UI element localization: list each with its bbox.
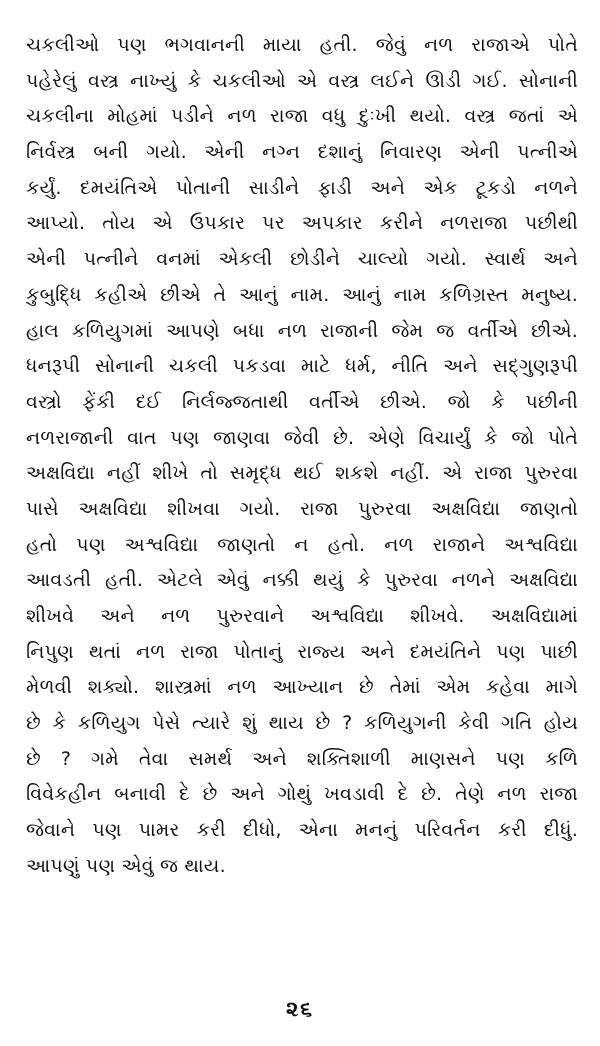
text-line: શીખવે અને નળ પુરુરવાને અશ્વવિદ્યા શીખવે. અક્ષવિદ્યામાં: [26, 605, 578, 627]
text-line: હાલ કળિયુગમાં આપણે બધા નળ રાજાની જેમ જ વર્તીએ છીએ.: [26, 319, 578, 342]
text-line: નિપુણ થતાં નળ રાજા પોતાનું રાજ્ય અને દમયંતિને પણ પાછી: [26, 640, 578, 663]
text-line: પાસે અક્ષવિદ્યા શીખવા ગયો. રાજા પુરુરવા અક્ષવિદ્યા જાણતો: [26, 497, 578, 520]
body-text: [26, 28, 578, 885]
text-line: આવડતી હતી. એટલે એવું નક્કી થયું કે પુરુરવા નળને અક્ષવિદ્યા: [26, 569, 578, 592]
text-line: છે કે કળિયુગ પેસે ત્યારે શું થાય છે ? કળિયુગની કેવી ગતિ હોય: [26, 712, 578, 735]
text-line: હતો પણ અશ્વવિદ્યા જાણતો ન હતો. નળ રાજાને અશ્વવિદ્યા: [26, 533, 578, 556]
text-line: નળરાજાની વાત પણ જાણવા જેવી છે. એણે વિચાર્યું કે જો પોતે: [26, 426, 578, 449]
text-line: વિવેકહીન બનાવી દે છે અને ગોથું ખવડાવી દે છે. તેણે નળ રાજા: [26, 783, 578, 806]
text-line: જેવાને પણ પામર કરી દીધો, એના મનનું પરિવર્તન કરી દીધું.: [26, 819, 578, 842]
text-line: આપ્યો. તોય એ ઉપકાર પર અપકાર કરીને નળરાજા પછીથી: [26, 212, 578, 235]
text-line: કુબુદ્ધિ કહીએ છીએ તે આનું નામ. આનું નામ કળિગ્રસ્ત મનુષ્ય.: [26, 283, 578, 306]
text-line: નિર્વસ્ત્ર બની ગયો. એની નગ્ન દશાનું નિવારણ એની પત્નીએ: [26, 141, 578, 164]
text-line: છે ? ગમે તેવા સમર્થ અને શક્તિશાળી માણસને પણ કળિ: [26, 747, 578, 770]
text-line: વસ્ત્રો ફેંકી દઈ નિર્લજ્જતાથી વર્તીએ છીએ. જો કે પછીની: [26, 390, 578, 413]
text-line: ચકલીના મોહમાં પડીને નળ રાજા વધુ દુઃખી થયો. વસ્ત્ર જતાં એ: [26, 105, 578, 128]
text-line: આપણું પણ એવું જ થાય.: [26, 854, 226, 877]
text-line: એની પત્નીને વનમાં એકલી છોડીને ચાલ્યો ગયો. સ્વાર્થ અને: [26, 248, 578, 271]
text-line: મેળવી શક્યો. શાસ્ત્રમાં નળ આખ્યાન છે તેમાં એમ કહેવા માગે: [26, 676, 578, 699]
text-line: કર્યું. દમયંતિએ પોતાની સાડીને ફાડી અને એક ટૂકડો નળને: [26, 176, 578, 199]
text-line: અક્ષવિદ્યા નહીં શીખે તો સમૃદ્ધ થઈ શકશે નહીં. એ રાજા પુરુરવા: [26, 462, 578, 485]
page-number: ૨૬: [285, 997, 315, 1021]
text-line: ધનરૂપી સોનાની ચકલી પકડવા માટે ધર્મ, નીતિ અને સદ્ગુણરૂપી: [26, 355, 578, 378]
text-line: પહેરેલું વસ્ત્ર નાખ્યું કે ચકલીઓ એ વસ્ત્ર લઈને ઊડી ગઈ. સોનાની: [26, 69, 578, 92]
text-line: ચકલીઓ પણ ભગવાનની માયા હતી. જેવું નળ રાજાએ પોતે: [26, 34, 578, 56]
